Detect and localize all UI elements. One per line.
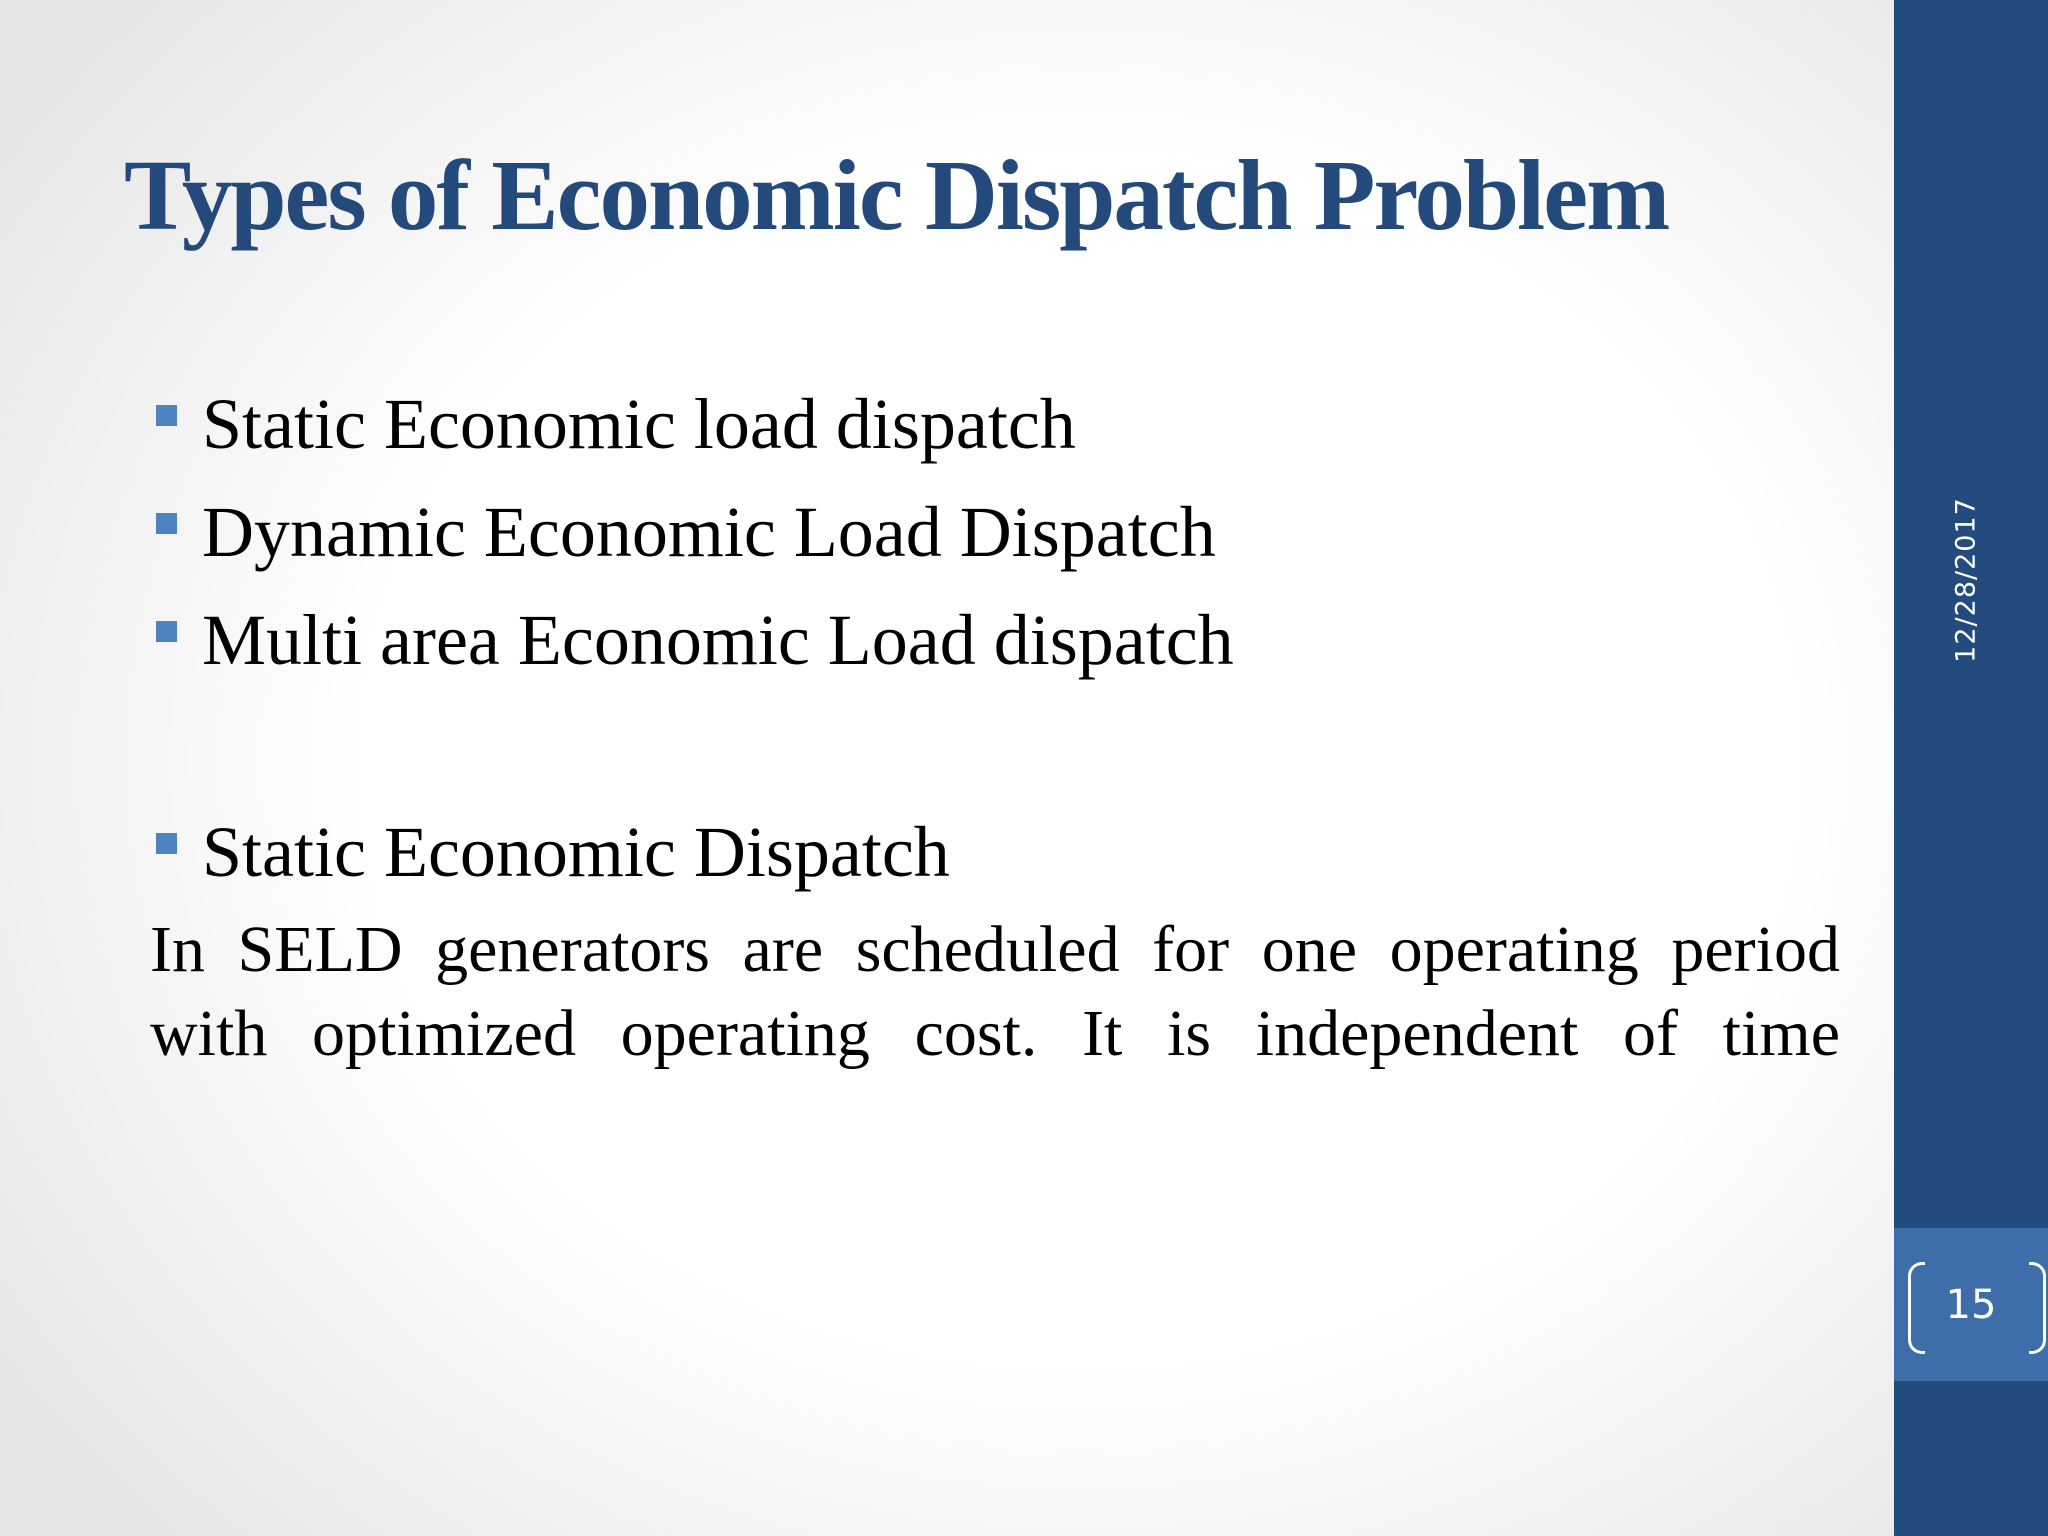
bullet-text: Static Economic Dispatch <box>202 812 950 892</box>
bullet-square-icon <box>156 405 177 426</box>
page-number: 15 <box>1945 1281 1997 1328</box>
bullet-list <box>150 370 1850 906</box>
bullet-item <box>150 798 1850 906</box>
slide-title: Types of Economic Dispatch Problem <box>124 139 1669 251</box>
page-number-box <box>1894 1228 2048 1381</box>
bullet-text: Static Economic load dispatch <box>202 384 1076 464</box>
bullet-square-icon <box>156 621 177 642</box>
bullet-item <box>150 370 1850 478</box>
bullet-text: Dynamic Economic Load Dispatch <box>202 492 1216 572</box>
bullet-item <box>150 478 1850 586</box>
bullet-square-icon <box>156 513 177 534</box>
bullet-square-icon <box>156 833 177 854</box>
bullet-text: Multi area Economic Load dispatch <box>202 600 1234 680</box>
description-paragraph: In SELD generators are scheduled for one operating period with optimized operating cost. It is independent of time <box>150 913 1840 1070</box>
bullet-item <box>150 586 1850 694</box>
slide-date: 12/28/2017 <box>1950 497 1982 663</box>
